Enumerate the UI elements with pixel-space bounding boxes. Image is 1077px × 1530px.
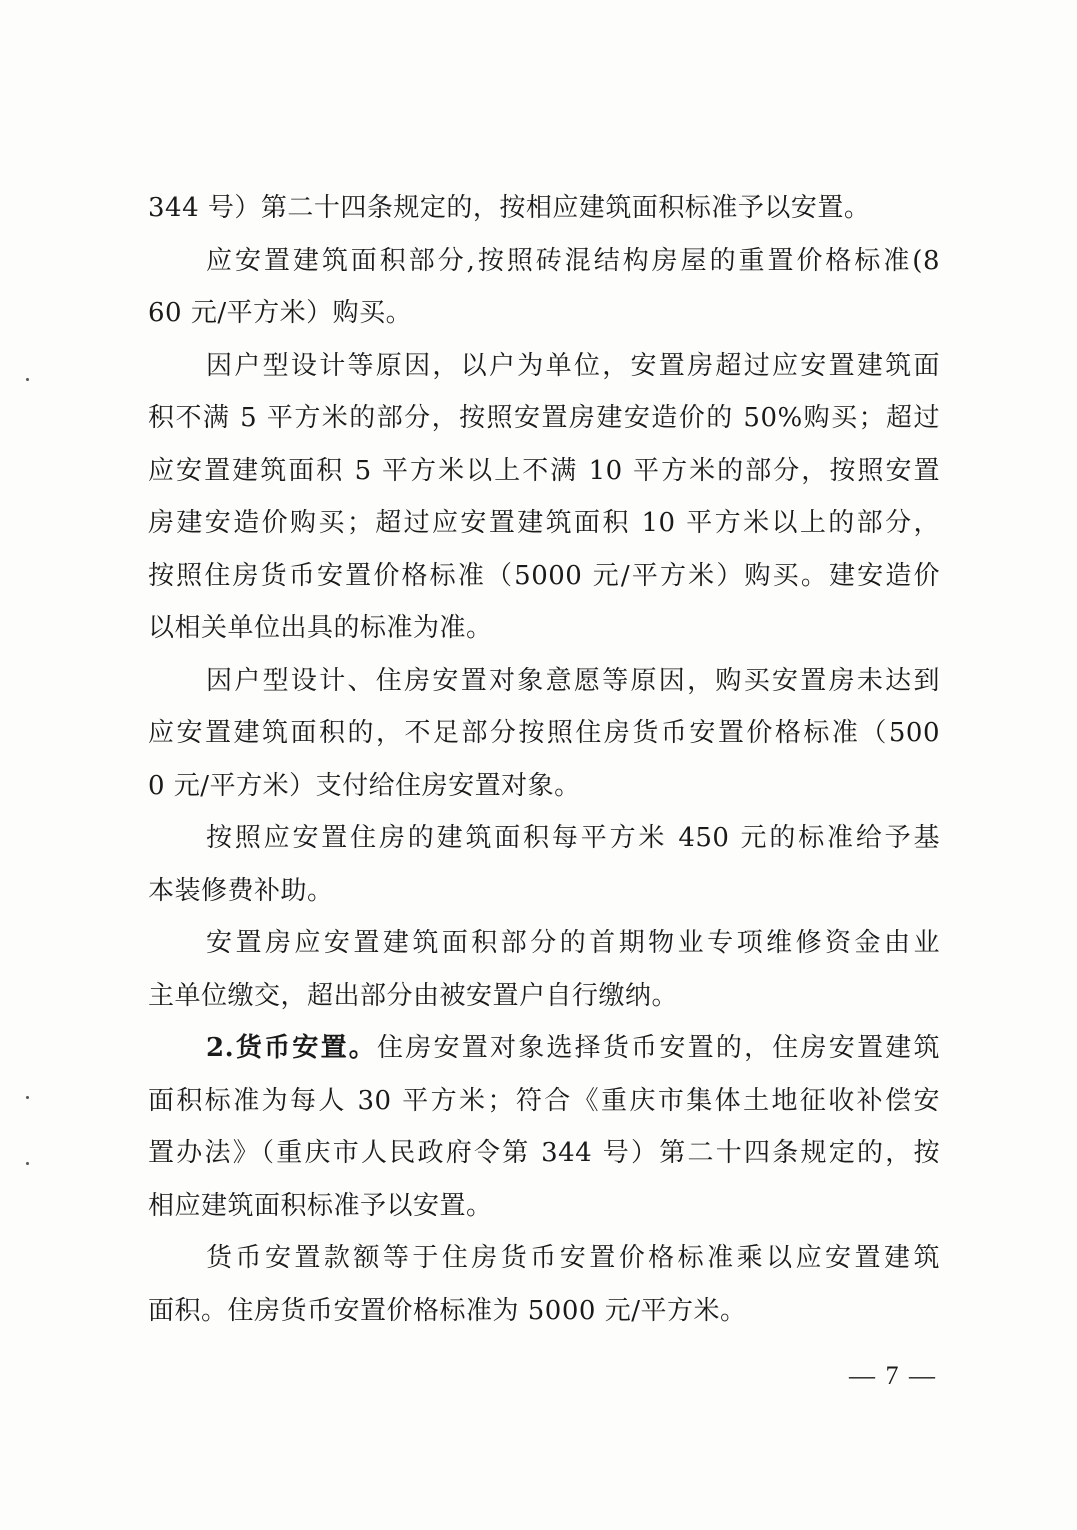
text-line: 面积标准为每人 30 平方米；符合《重庆市集体土地征收补偿安 xyxy=(148,1085,940,1116)
paragraph xyxy=(148,340,940,655)
scan-speck xyxy=(26,1096,29,1099)
text-line: 房建安造价购买；超过应安置建筑面积 10 平方米以上的部分， xyxy=(148,508,940,538)
paragraph xyxy=(148,812,940,917)
paragraph xyxy=(148,917,940,1022)
text-line: 安置房应安置建筑面积部分的首期物业专项维修资金由业 xyxy=(206,928,940,958)
paragraph xyxy=(148,182,940,235)
text-line: 按照住房货币安置价格标准（5000 元/平方米）购买。建安造价 xyxy=(148,560,940,591)
text-line: 按照应安置住房的建筑面积每平方米 450 元的标准给予基 xyxy=(206,823,940,853)
paragraph xyxy=(148,235,940,340)
text-line: 60 元/平方米）购买。 xyxy=(148,298,413,328)
text-line: 0 元/平方米）支付给住房安置对象。 xyxy=(148,770,581,801)
text-line: 344 号）第二十四条规定的，按相应建筑面积标准予以安置。 xyxy=(148,193,871,223)
text-line: 应安置建筑面积 5 平方米以上不满 10 平方米的部分，按照安置 xyxy=(148,455,940,486)
text-line: 主单位缴交，超出部分由被安置户自行缴纳。 xyxy=(148,980,679,1011)
text-line: 因户型设计、住房安置对象意愿等原因，购买安置房未达到 xyxy=(206,665,940,696)
section-heading: 2.货币安置。 xyxy=(206,1033,378,1063)
text-line: 因户型设计等原因，以户为单位，安置房超过应安置建筑面 xyxy=(206,350,940,381)
scan-speck xyxy=(26,378,29,381)
text-line: 货币安置款额等于住房货币安置价格标准乘以应安置建筑 xyxy=(206,1243,940,1273)
page-number: — 7 — xyxy=(849,1361,937,1390)
text-line: 相应建筑面积标准予以安置。 xyxy=(148,1190,493,1221)
paragraph xyxy=(148,655,940,813)
text-line: 积不满 5 平方米的部分，按照安置房建安造价的 50%购买；超过 xyxy=(148,403,940,433)
text-line: 应安置建筑面积部分,按照砖混结构房屋的重置价格标准(8 xyxy=(206,245,940,276)
text-line: 应安置建筑面积的，不足部分按照住房货币安置价格标准（500 xyxy=(148,718,940,748)
paragraph xyxy=(148,1022,940,1232)
text-line: 以相关单位出具的标准为准。 xyxy=(148,613,493,643)
text-line: 本装修费补助。 xyxy=(148,875,334,906)
text-run: 住房安置对象选择货币安置的，住房安置建筑 xyxy=(377,1033,940,1063)
body-text xyxy=(148,182,940,1337)
text-line: 面积。住房货币安置价格标准为 5000 元/平方米。 xyxy=(148,1295,747,1326)
scan-speck xyxy=(26,1162,29,1165)
paragraph xyxy=(148,1232,940,1337)
text-line: 置办法》（重庆市人民政府令第 344 号）第二十四条规定的，按 xyxy=(148,1138,940,1168)
text-line xyxy=(148,1022,940,1075)
